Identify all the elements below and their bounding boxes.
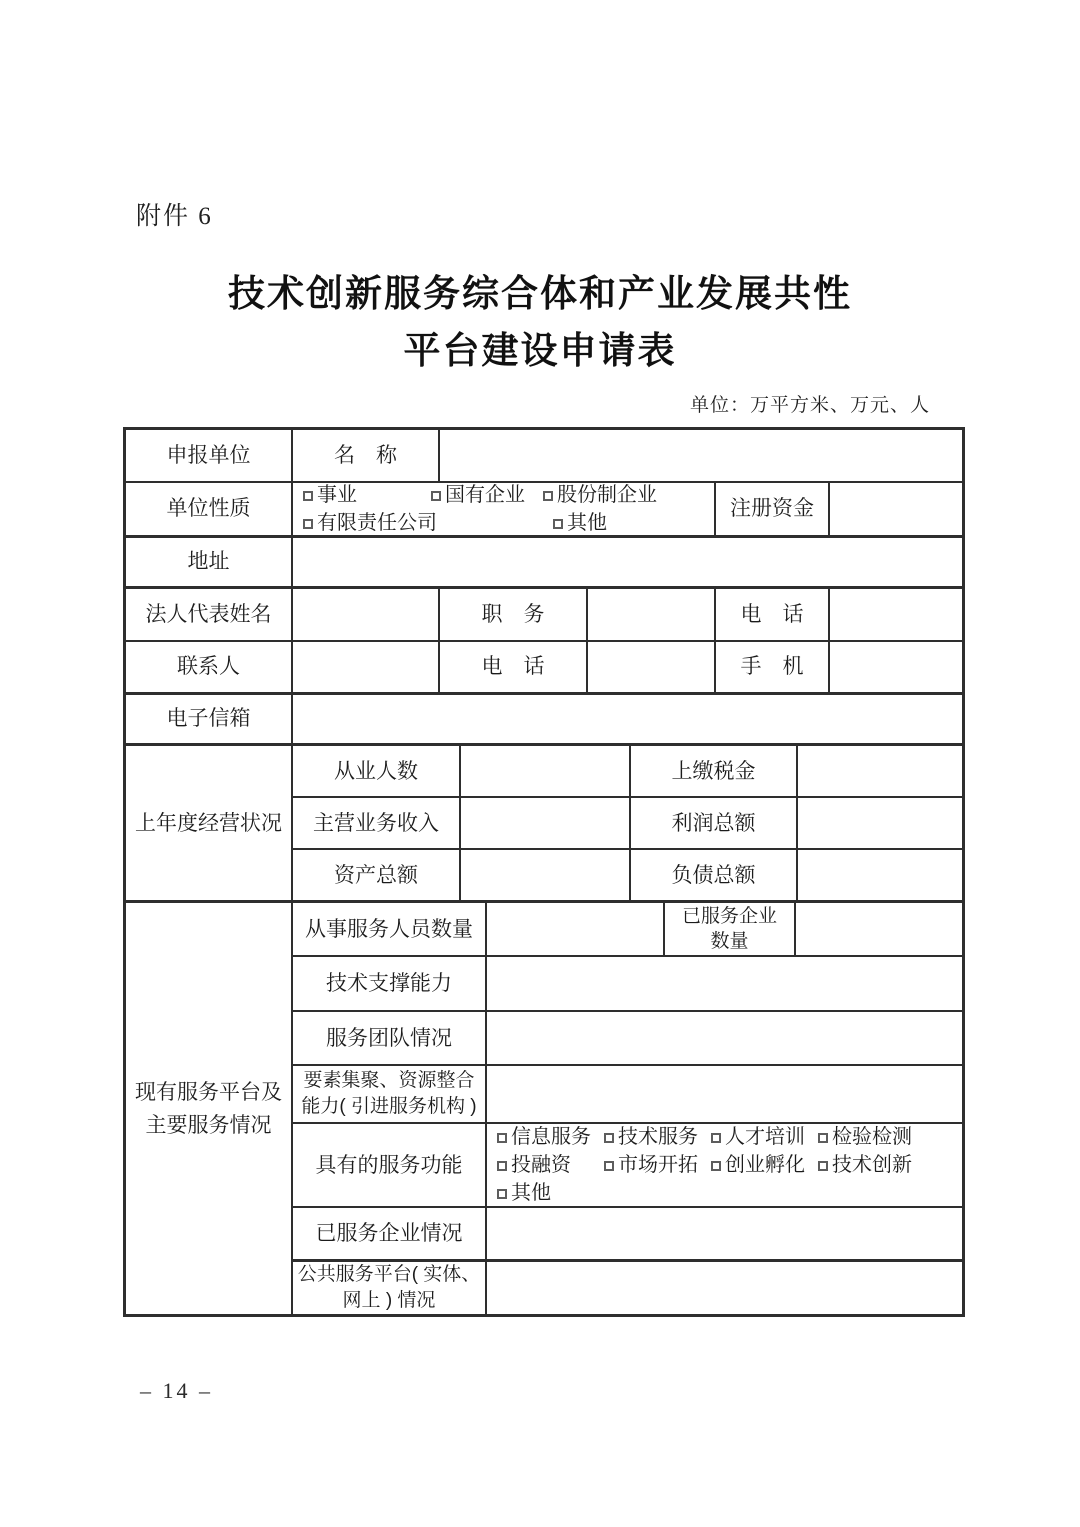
checkbox-icon	[303, 491, 313, 501]
checkbox-label: 技术服务	[618, 1126, 698, 1149]
checkbox-icon	[303, 519, 313, 529]
checkbox-option	[604, 1151, 711, 1179]
registered-capital-label-cell: 注册资金	[716, 483, 830, 535]
table-row	[293, 1208, 962, 1262]
public-platform-value-cell	[487, 1262, 962, 1314]
checkbox-icon	[553, 519, 563, 529]
page-title-line2: 平台建设申请表	[403, 331, 677, 372]
functions-options-line2	[497, 1151, 912, 1179]
platform-label-line2: 主要服务情况	[145, 1113, 272, 1137]
platform-label-line1: 现有服务平台及	[135, 1080, 282, 1104]
public-platform-label-line1: 公共服务平台( 实体、	[297, 1264, 481, 1286]
checkbox-label: 检验检测	[832, 1126, 912, 1149]
tax-paid-value-cell	[798, 746, 962, 796]
tech-support-label-cell: 技术支撑能力	[293, 957, 487, 1010]
checkbox-icon	[497, 1189, 507, 1199]
functions-label-cell: 具有的服务功能	[293, 1124, 487, 1206]
checkbox-icon	[818, 1133, 828, 1143]
unit-nature-label-cell: 单位性质	[126, 483, 293, 535]
served-count-label-line2: 数量	[710, 931, 749, 953]
checkbox-option	[818, 1151, 912, 1179]
checkbox-label: 其他	[567, 511, 607, 534]
checkbox-label: 人才培训	[725, 1126, 805, 1149]
table-row	[293, 1066, 962, 1124]
checkbox-option	[303, 509, 553, 535]
service-team-value-cell	[487, 1012, 962, 1064]
table-row	[293, 850, 962, 900]
main-revenue-value-cell	[461, 798, 631, 848]
employees-value-cell	[461, 746, 631, 796]
table-row	[293, 1262, 962, 1314]
served-count-label-cell	[665, 903, 796, 955]
tax-paid-label-cell: 上缴税金	[631, 746, 798, 796]
service-staff-value-cell	[487, 903, 665, 955]
checkbox-option	[431, 483, 543, 509]
checkbox-icon	[711, 1133, 721, 1143]
unit-nature-options-cell	[293, 483, 716, 535]
public-platform-label-line2: 网上 ) 情况	[342, 1290, 436, 1312]
service-staff-label-cell: 从事服务人员数量	[293, 903, 487, 955]
position-label-cell: 职 务	[440, 589, 588, 640]
mobile-label-cell: 手 机	[716, 642, 830, 692]
functions-options-line3	[497, 1179, 551, 1206]
checkbox-option	[711, 1151, 818, 1179]
served-count-label-line1: 已服务企业	[681, 906, 777, 928]
last-year-rows	[293, 746, 962, 900]
checkbox-option	[553, 509, 607, 535]
legal-rep-value-cell	[293, 589, 440, 640]
checkbox-option	[497, 1179, 551, 1206]
served-companies-label-cell: 已服务企业情况	[293, 1208, 487, 1259]
checkbox-label: 市场开拓	[618, 1154, 698, 1177]
resource-label-cell	[293, 1066, 487, 1122]
total-profit-label-cell: 利润总额	[631, 798, 798, 848]
checkbox-label: 股份制企业	[557, 483, 657, 506]
attachment-label: 附件 6	[136, 203, 213, 230]
table-row	[293, 903, 962, 957]
address-value-cell	[293, 538, 962, 587]
total-profit-value-cell	[798, 798, 962, 848]
registered-capital-value-cell	[830, 483, 962, 535]
main-revenue-label-cell: 主营业务收入	[293, 798, 461, 848]
name-value-cell	[440, 430, 962, 481]
checkbox-icon	[818, 1161, 828, 1171]
checkbox-icon	[604, 1161, 614, 1171]
checkbox-label: 其他	[511, 1182, 551, 1205]
page-title-line1: 技术创新服务综合体和产业发展共性	[228, 274, 852, 315]
position-value-cell	[588, 589, 716, 640]
table-row	[126, 642, 962, 695]
checkbox-option	[303, 483, 431, 509]
checkbox-icon	[711, 1161, 721, 1171]
email-label-cell: 电子信箱	[126, 695, 293, 744]
email-value-cell	[293, 695, 962, 744]
checkbox-option	[497, 1151, 604, 1179]
unit-nature-options-line1	[303, 483, 657, 509]
applicant-label-cell: 申报单位	[126, 430, 293, 481]
checkbox-option	[497, 1124, 604, 1151]
checkbox-option	[604, 1124, 711, 1151]
resource-label-line1: 要素集聚、资源整合	[303, 1070, 475, 1092]
table-row	[293, 798, 962, 850]
checkbox-option	[711, 1124, 818, 1151]
checkbox-label: 事业	[317, 483, 357, 506]
total-debt-value-cell	[798, 850, 962, 900]
resource-value-cell	[487, 1066, 962, 1122]
page-title	[0, 266, 1080, 380]
served-count-value-cell	[796, 903, 962, 955]
unit-nature-options-line2	[303, 509, 607, 535]
last-year-label-cell	[126, 746, 293, 900]
checkbox-icon	[497, 1161, 507, 1171]
legal-rep-label-cell: 法人代表姓名	[126, 589, 293, 640]
platform-rows	[293, 903, 962, 1314]
checkbox-label: 技术创新	[832, 1154, 912, 1177]
platform-label-cell	[126, 903, 293, 1314]
checkbox-icon	[497, 1133, 507, 1143]
table-row	[126, 430, 962, 483]
checkbox-label: 国有企业	[445, 483, 525, 506]
contact-phone-value-cell	[588, 642, 716, 692]
table-row	[293, 957, 962, 1012]
name-label-cell: 名 称	[293, 430, 440, 481]
last-year-label: 上年度经营状况	[135, 811, 282, 835]
mobile-value-cell	[830, 642, 962, 692]
tech-support-value-cell	[487, 957, 962, 1010]
contact-label-cell: 联系人	[126, 642, 293, 692]
checkbox-option	[543, 483, 657, 509]
checkbox-label: 创业孵化	[725, 1154, 805, 1177]
contact-value-cell	[293, 642, 440, 692]
checkbox-option	[818, 1124, 912, 1151]
table-row	[126, 538, 962, 590]
contact-phone-label-cell: 电 话	[440, 642, 588, 692]
checkbox-icon	[543, 491, 553, 501]
employees-label-cell: 从业人数	[293, 746, 461, 796]
table-row	[126, 695, 962, 747]
total-debt-label-cell: 负债总额	[631, 850, 798, 900]
table-row	[293, 1012, 962, 1066]
served-companies-value-cell	[487, 1208, 962, 1259]
application-form-table	[123, 427, 965, 1317]
service-team-label-cell: 服务团队情况	[293, 1012, 487, 1064]
checkbox-icon	[604, 1133, 614, 1143]
functions-options-cell	[487, 1124, 962, 1206]
table-row	[293, 1124, 962, 1208]
public-platform-label-cell	[293, 1262, 487, 1314]
address-label-cell: 地址	[126, 538, 293, 587]
resource-label-line2: 能力( 引进服务机构 )	[301, 1096, 477, 1118]
table-row	[126, 589, 962, 642]
table-row	[126, 483, 962, 538]
legal-rep-phone-value-cell	[830, 589, 962, 640]
functions-options-line1	[497, 1124, 912, 1151]
checkbox-label: 有限责任公司	[317, 511, 437, 534]
last-year-section	[126, 746, 962, 903]
checkbox-label: 投融资	[511, 1154, 571, 1177]
total-assets-label-cell: 资产总额	[293, 850, 461, 900]
legal-rep-phone-label-cell: 电 话	[716, 589, 830, 640]
page-number: – 14 –	[140, 1378, 213, 1403]
unit-note: 单位：万平方米、万元、人	[689, 395, 930, 416]
platform-section	[126, 903, 962, 1314]
table-row	[293, 746, 962, 798]
checkbox-label: 信息服务	[511, 1126, 591, 1149]
total-assets-value-cell	[461, 850, 631, 900]
checkbox-icon	[431, 491, 441, 501]
